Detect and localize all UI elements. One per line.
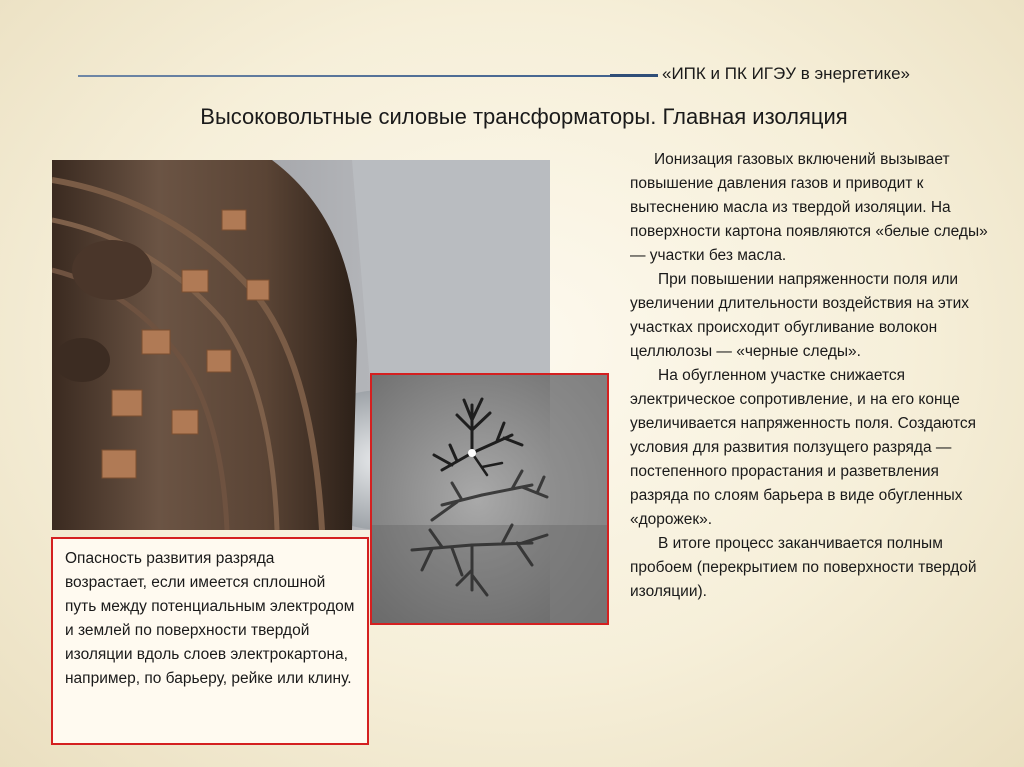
body-paragraph-1: Ионизация газовых включений вызывает повышение давления газов и приводит к вытеснению масла из твердой изоляции. На поверхности картона появляются «белые следы» — участки без масла.	[630, 151, 988, 264]
body-paragraph-2: При повышении напряженности поля или увеличении длительности воздействия на этих участках происходит обугливание волокон целлюлозы — «черные следы».	[630, 271, 969, 360]
creeping-discharge-photo	[370, 373, 609, 625]
body-text	[630, 148, 995, 604]
header-line-accent	[610, 74, 658, 77]
body-paragraph-4: В итоге процесс заканчивается полным пробоем (перекрытием по поверхности твердой изоляции).	[630, 535, 977, 600]
slide-title: Высоковольтные силовые трансформаторы. Главная изоляция	[200, 104, 848, 129]
caption-box: Опасность развития разряда возрастает, если имеется сплошной путь между потенциальным электродом и землей по поверхности твердой изоляции вдоль слоев электрокартона, например, по барьеру, рейке или клину.	[51, 537, 369, 745]
header-line	[78, 75, 658, 77]
body-paragraph-3: На обугленном участке снижается электрическое сопротивление, и на его конце увеличивается напряженность поля. Создаются условия для развития ползущего разряда — постепенного прорастания и разветвления разряда по слоям барьера в виде обугленных «дорожек».	[630, 367, 977, 528]
header-org: «ИПК и ПК ИГЭУ в энергетике»	[662, 64, 911, 83]
